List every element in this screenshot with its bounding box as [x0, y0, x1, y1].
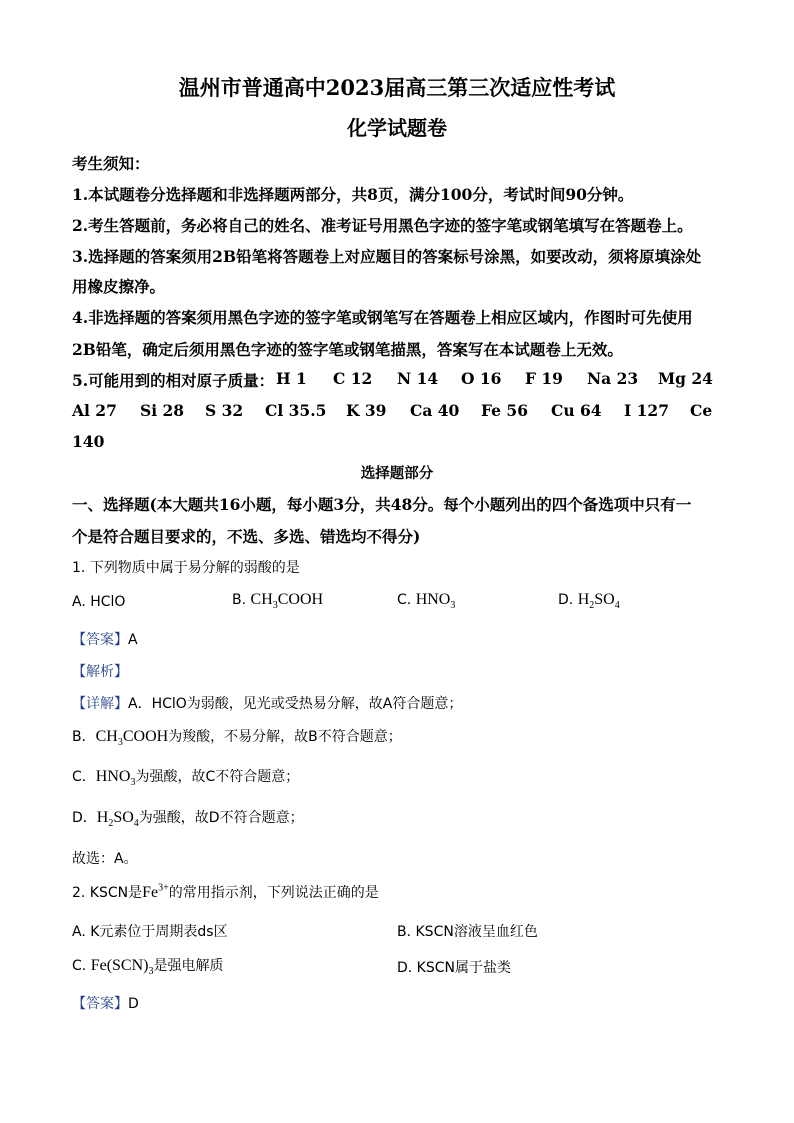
option-label: B. [232, 592, 247, 608]
formula: COOH [122, 728, 169, 745]
subscript: 3 [117, 737, 123, 749]
atomic-mass: H 1 [276, 369, 307, 388]
atomic-mass: 140 [72, 432, 105, 451]
atomic-mass: Fe 56 [481, 401, 528, 420]
atomic-mass: I 127 [624, 401, 670, 420]
subscript: 3 [148, 966, 154, 978]
q2-stem [72, 882, 379, 902]
atomic-mass: Al 27 [72, 401, 117, 420]
detail-a-text: A．HClO为弱酸，见光或受热易分解，故A符合题意； [128, 696, 463, 712]
q1-conclusion: 故选：A。 [72, 851, 138, 867]
atomic-mass: Cu 64 [551, 401, 602, 420]
detail-text: 为强酸，故D不符合题意； [138, 810, 304, 826]
part1-instructions-a: 一、选择题(本大题共16小题，每小题3分，共48分。每个小题列出的四个备选项中只有一 [72, 495, 692, 514]
q1-option-d [558, 591, 620, 611]
q2-answer [72, 993, 139, 1013]
q1-analysis-tag: 【解析】 [72, 664, 128, 680]
formula: Fe [142, 884, 159, 901]
formula: COOH [277, 591, 324, 608]
formula: HNO [95, 768, 131, 785]
answer-tag: 【答案】 [72, 996, 128, 1012]
answer-value: D [128, 996, 139, 1012]
subscript: 3 [130, 777, 136, 789]
formula: CH [250, 591, 273, 608]
option-label: D. [558, 592, 574, 608]
notice-item-3b: 用橡皮擦净。 [72, 277, 166, 296]
q2-option-c [72, 955, 223, 977]
answer-tag: 【答案】 [72, 632, 128, 648]
formula: H [96, 809, 109, 826]
atomic-mass: Ca 40 [410, 401, 460, 420]
subscript: 2 [589, 600, 595, 612]
notice-item-4b: 2B铅笔，确定后须用黑色字迹的签字笔或钢笔描黑，答案写在本试题卷上无效。 [72, 340, 623, 359]
q1-detail-c [72, 766, 299, 788]
atomic-mass: Cl 35.5 [265, 401, 327, 420]
atomic-mass: O 16 [461, 369, 502, 388]
atomic-mass: Mg 24 [658, 369, 713, 388]
notice-item-4a: 4.非选择题的答案须用黑色字迹的签字笔或钢笔写在答题卷上相应区域内，作图时可先使用 [72, 308, 693, 327]
atomic-mass: Ce [690, 401, 713, 420]
formula: Fe(SCN) [90, 957, 149, 974]
atomic-mass: S 32 [205, 401, 244, 420]
notice-item-5-label: 5.可能用到的相对原子质量： [72, 371, 275, 390]
subscript: 3 [450, 600, 456, 612]
option-text: 是强电解质 [153, 958, 224, 974]
stem-text: 的常用指示剂，下列说法正确的是 [168, 885, 379, 901]
subscript: 2 [108, 818, 114, 830]
atomic-mass: F 19 [525, 369, 563, 388]
q2-option-d: D. KSCN属于盐类 [397, 960, 511, 976]
q1-detail-d [72, 807, 304, 829]
exam-subtitle: 化学试题卷 [347, 116, 447, 140]
answer-value: A [128, 632, 138, 648]
atomic-mass: Na 23 [587, 369, 639, 388]
q1-option-a: A. HClO [72, 594, 126, 610]
q1-detail [72, 693, 462, 713]
detail-label: B． [72, 729, 96, 745]
stem-text: 2. KSCN是 [72, 885, 143, 901]
atomic-mass: Si 28 [140, 401, 185, 420]
q1-detail-b [72, 726, 402, 748]
detail-tag: 【详解】 [72, 696, 128, 712]
atomic-mass: C 12 [333, 369, 373, 388]
superscript: 3+ [158, 882, 169, 894]
formula: HNO [415, 591, 451, 608]
option-label: C. [397, 592, 412, 608]
q2-option-a: A. K元素位于周期表ds区 [72, 924, 228, 940]
q1-stem: 1. 下列物质中属于易分解的弱酸的是 [72, 560, 300, 576]
formula: SO [594, 591, 615, 608]
q1-answer [72, 629, 138, 649]
section-title: 选择题部分 [360, 465, 434, 482]
detail-text: 为羧酸，不易分解，故B不符合题意； [168, 729, 402, 745]
notice-item-1: 1.本试题卷分选择题和非选择题两部分，共8页，满分100分，考试时间90分钟。 [72, 185, 634, 204]
subscript: 4 [133, 818, 139, 830]
subscript: 4 [614, 600, 620, 612]
q1-option-b [232, 591, 323, 611]
option-label: C. [72, 958, 87, 974]
formula: SO [113, 809, 134, 826]
detail-text: 为强酸，故C不符合题意； [135, 769, 300, 785]
q2-option-b: B. KSCN溶液呈血红色 [397, 924, 538, 940]
notice-item-3a: 3.选择题的答案须用2B铅笔将答题卷上对应题目的答案标号涂黑，如要改动，须将原填涂处 [72, 247, 702, 266]
subscript: 3 [272, 600, 278, 612]
q1-option-c [397, 591, 455, 611]
atomic-mass: K 39 [346, 401, 387, 420]
exam-title: 温州市普通高中2023届高三第三次适应性考试 [178, 75, 616, 100]
formula: CH [95, 728, 118, 745]
part1-instructions-b: 个是符合题目要求的，不选、多选、错选均不得分) [72, 527, 421, 546]
atomic-mass: N 14 [397, 369, 439, 388]
formula: H [577, 591, 590, 608]
detail-label: C． [72, 769, 96, 785]
detail-label: D． [72, 810, 97, 826]
notice-heading: 考生须知： [72, 154, 150, 173]
notice-item-2: 2.考生答题前，务必将自己的姓名、准考证号用黑色字迹的签字笔或钢笔填写在答题卷上。 [72, 216, 693, 235]
